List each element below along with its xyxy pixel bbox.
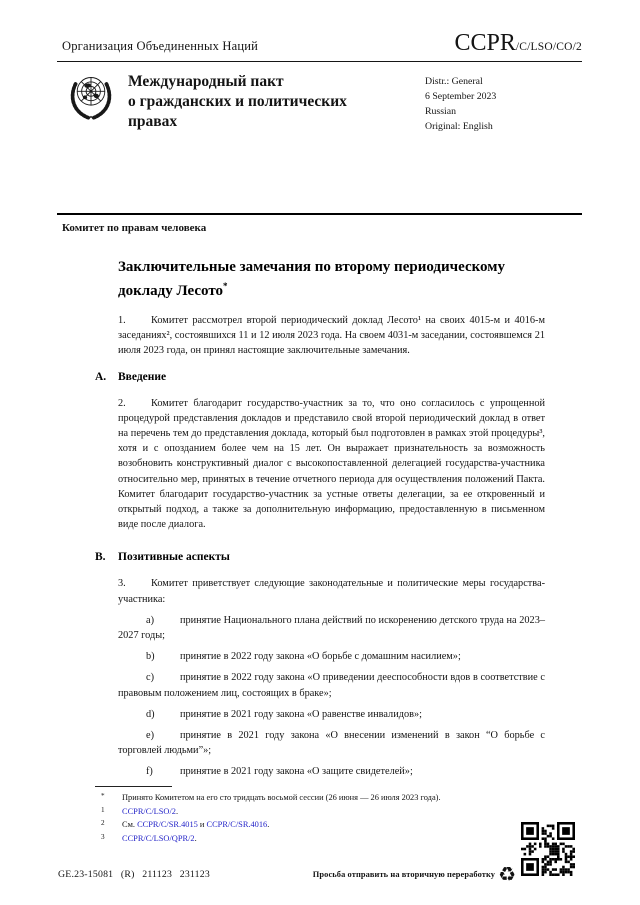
distr-date: 6 September 2023	[425, 91, 497, 102]
list-item	[118, 670, 545, 700]
list-item	[118, 707, 545, 722]
list-item-text: принятие в 2021 году закона «О защите свидетелей»;	[180, 766, 413, 778]
footnote-3	[57, 833, 529, 845]
list-item-text: принятие в 2022 году закона «О борьбе с домашним насилием»;	[180, 651, 461, 663]
title-footnote-marker: *	[223, 281, 228, 291]
footnote-text: .	[194, 833, 197, 843]
document-link[interactable]: CCPR/C/LSO/QPR/2	[122, 833, 195, 843]
list-item-letter: e)	[146, 730, 154, 742]
list-item-text: принятие в 2021 году закона «О равенстве инвалидов»;	[180, 708, 422, 720]
section-letter: A.	[95, 370, 107, 383]
section-title: Введение	[118, 370, 167, 383]
footnote-2	[57, 819, 529, 831]
document-link[interactable]: CCPR/C/SR.4016	[206, 820, 268, 830]
footnote-marker: *	[101, 792, 105, 800]
list-item-text: принятие Национального плана действий по искоренению детского труда на 2023–2027 годы;	[118, 614, 545, 642]
footnote-1	[57, 806, 529, 818]
paragraph-text: Комитет рассмотрел второй периодический доклад Лесото¹ на своих 4015-м и 4016-м заседаниях², состоявшихся 11 и 12 июля 2023 года. На своем 4031-м заседании, состоявшемся 21 июля 2023 года, он принял настоящие заключительные замечания.	[118, 315, 545, 357]
section-divider	[57, 213, 582, 215]
doc-symbol	[455, 30, 582, 60]
footnote-text: .	[267, 820, 270, 830]
paragraph-number: 1.	[118, 315, 126, 326]
paragraph-number: 3.	[118, 578, 126, 590]
footnote-divider	[95, 786, 172, 787]
header-main	[57, 69, 582, 134]
recycle-text: Просьба отправить на вторичную переработку	[312, 869, 496, 879]
recycle-icon: ♻	[498, 862, 516, 886]
covenant-line: о гражданских и политических	[128, 93, 347, 110]
list-item-letter: a)	[146, 614, 154, 626]
covenant-line: правах	[128, 113, 178, 130]
footnote-star	[57, 792, 529, 804]
list-item-text: принятие в 2022 году закона «О приведении дееспособности вдов в соответствие с правовым положением лиц, состоящих в браке»;	[118, 672, 545, 699]
covenant-line: Международный пакт	[128, 73, 284, 90]
doc-symbol-rest: /C/LSO/CO/2	[515, 41, 582, 53]
distr-type: Distr.: General	[425, 76, 483, 87]
list-item-text: принятие в 2021 году закона «О внесении изменений в закон “О борьбе с торговлей людьми”»;	[118, 730, 545, 757]
footnote-text: Принято Комитетом на его сто тридцать восьмой сессии (26 июня — 26 июля 2023 года).	[122, 793, 441, 802]
footnote-text: См.	[122, 820, 138, 830]
paragraph-2	[118, 396, 545, 533]
ge-number: GE.23-15081 (R) 211123 231123	[58, 869, 210, 880]
document-link[interactable]: CCPR/C/LSO/2	[122, 806, 176, 816]
un-emblem-icon	[65, 71, 117, 123]
list-item-letter: b)	[146, 651, 155, 663]
list-item	[118, 764, 545, 779]
distr-language: Russian	[425, 106, 457, 117]
distribution-block	[425, 74, 582, 134]
header	[57, 0, 582, 60]
list-item	[118, 649, 545, 664]
list-item	[118, 728, 545, 758]
paragraph-3	[118, 576, 545, 606]
distr-original: Original: English	[425, 121, 493, 132]
footnote-marker: 1	[101, 805, 105, 814]
list-item-letter: d)	[146, 708, 155, 720]
paragraph-1	[118, 313, 545, 359]
list-item	[118, 613, 545, 643]
org-name: Организация Объединенных Наций	[62, 39, 259, 53]
page-title	[118, 258, 545, 301]
header-divider	[57, 61, 582, 62]
section-heading-a	[95, 370, 545, 384]
paragraph-number: 2.	[118, 397, 126, 409]
footnote-text: .	[176, 806, 179, 816]
doc-symbol-main: CCPR	[454, 30, 516, 56]
paragraph-text: Комитет благодарит государство-участник за то, что оно согласилось с упрощенной процедурой представления докладов и представило свой второй периодический доклад в ответ на перечень тем до представления доклада, который был подготовлен в рамках этой процедуры³, хотя и с опозданием более чем на 15 лет. Он выражает признательность за возможность возобновить конструктивный диалог с высокопоставленной делегацией государства-участника относительно мер, принятых в течение отчетного периода для осуществления положений Пакта. Комитет благодарит государство-участник за устные ответы делегации, за ее откровенный и открытый подход, а также за дополнительную информацию, предоставленную в письменном виде после диалога.	[118, 397, 545, 531]
committee-label: Комитет по правам человека	[62, 222, 207, 234]
footnote-marker: 3	[101, 832, 105, 841]
section-letter: B.	[95, 551, 106, 564]
page-title-text: Заключительные замечания по второму периодическому докладу Лесото	[118, 259, 505, 299]
recycle-notice	[313, 864, 516, 884]
paragraph-text: Комитет приветствует следующие законодательные и политические меры государства-участника:	[118, 578, 545, 605]
qr-code	[521, 822, 575, 876]
section-heading-b	[95, 550, 545, 564]
covenant-title	[128, 72, 420, 134]
section-title: Позитивные аспекты	[118, 551, 230, 564]
list-item-letter: f)	[146, 766, 153, 778]
document-link[interactable]: CCPR/C/SR.4015	[137, 820, 198, 830]
footnote-text: и	[197, 820, 207, 830]
list-item-letter: c)	[146, 672, 154, 684]
footnotes	[57, 786, 529, 844]
footnote-marker: 2	[101, 819, 105, 828]
